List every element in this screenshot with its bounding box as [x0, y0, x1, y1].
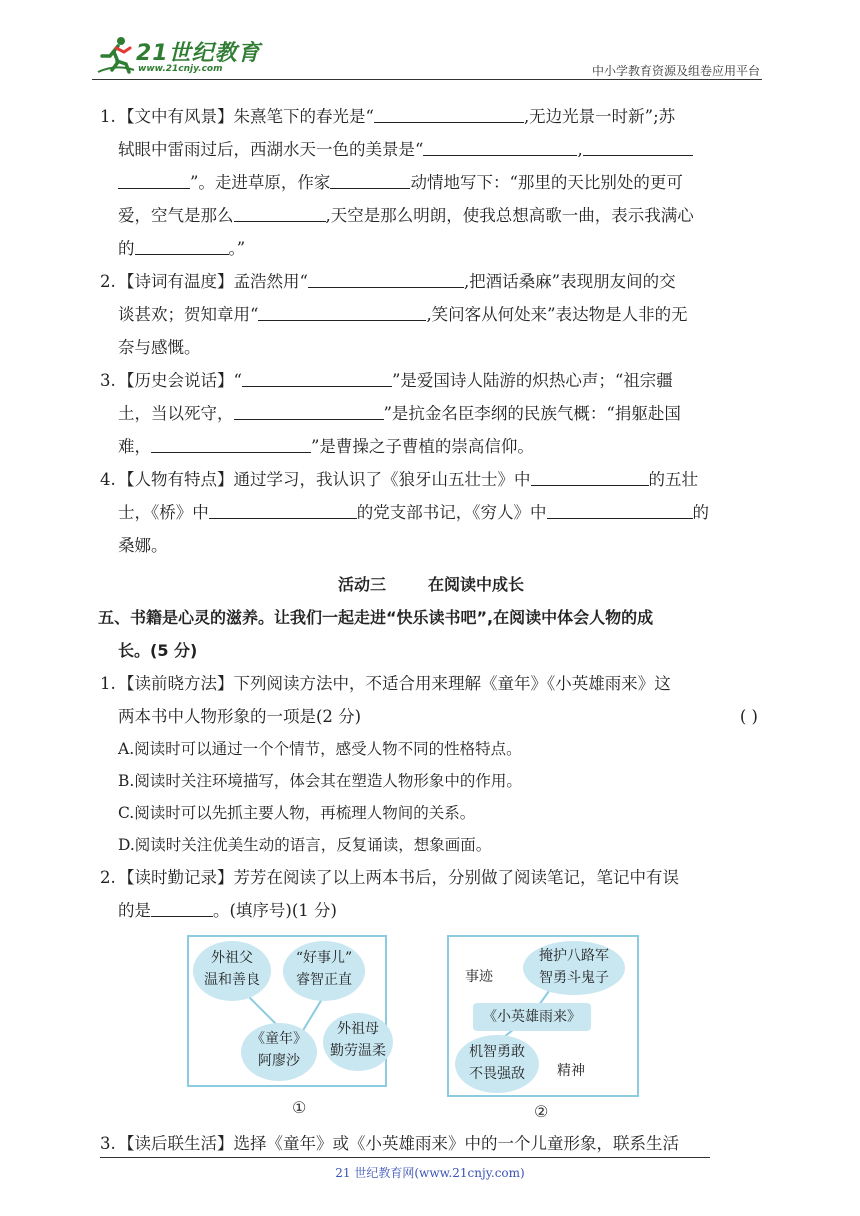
- bubble-text: 勤劳温柔: [330, 1043, 386, 1059]
- mind-map-childhood: [187, 935, 387, 1087]
- answer-blank[interactable]: [209, 498, 357, 519]
- bubble-text: 机智勇敢: [469, 1044, 525, 1060]
- question-number: 1.: [100, 107, 116, 126]
- question-text: 【诗词有温度】孟浩然用“: [118, 272, 308, 291]
- answer-blank[interactable]: [118, 168, 190, 189]
- activity-label: 活动三: [337, 575, 386, 594]
- bubble-childhood-center: [241, 1023, 317, 1081]
- reading-notes-diagrams: [100, 931, 762, 1121]
- question-4-3: [100, 364, 762, 463]
- footer-link[interactable]: 21 世纪教育网(www.21cnjy.com): [335, 1166, 525, 1180]
- question-number: 4.: [100, 470, 116, 489]
- answer-blank[interactable]: [547, 498, 693, 519]
- question-text: ,: [577, 140, 583, 159]
- question-text: 土，当以死守，: [118, 404, 234, 423]
- option-a[interactable]: A.阅读时可以通过一个个情节，感受人物不同的性格特点。: [118, 740, 522, 758]
- platform-name: 中小学教育资源及组卷应用平台: [591, 64, 760, 78]
- header-divider: [92, 79, 762, 80]
- page-header: [92, 30, 762, 80]
- bubble-text: 外祖母: [337, 1021, 379, 1037]
- answer-blank[interactable]: [151, 432, 311, 453]
- spirit-label: 精神: [557, 1063, 585, 1079]
- bubble-text: “好事儿”: [295, 950, 353, 966]
- bubble-grandfather: [193, 941, 271, 1001]
- answer-blank[interactable]: [234, 399, 384, 420]
- question-text: 【文中有风景】朱熹笔下的春光是“: [118, 107, 374, 126]
- answer-blank[interactable]: [151, 896, 213, 917]
- activity-title: [100, 568, 762, 601]
- question-5-2: [100, 861, 762, 927]
- question-5-3: [100, 1127, 762, 1160]
- bubble-text: 温和善良: [204, 972, 260, 988]
- bubble-text: 阿廖沙: [258, 1053, 300, 1069]
- answer-blank[interactable]: [258, 300, 426, 321]
- question-text: ,无边光景一时新”;苏: [523, 107, 676, 126]
- diagram-label-2: ②: [534, 1102, 549, 1121]
- question-text: 【历史会说话】“: [118, 371, 242, 390]
- question-text: 的: [692, 503, 709, 522]
- answer-blank[interactable]: [308, 267, 464, 288]
- question-text: ,把酒话桑麻”表现朋友间的交: [463, 272, 676, 291]
- question-text: 。(填序号)(1 分): [213, 901, 337, 920]
- heading-line: 长。(5 分): [118, 641, 198, 660]
- mind-map-little-hero: [447, 935, 639, 1097]
- question-text: 【人物有特点】通过学习，我认识了《狼牙山五壮士》中: [118, 470, 531, 489]
- answer-blank[interactable]: [583, 135, 693, 156]
- bubble-text: 《童年》: [251, 1031, 307, 1047]
- bubble-good-business: [283, 941, 365, 1001]
- question-text: 的是: [118, 901, 151, 920]
- question-text: ,天空是那么明朗，使我总想高歌一曲，表示我满心: [325, 206, 694, 225]
- question-5-1: [100, 667, 762, 733]
- question-text: 谈甚欢；贺知章用“: [118, 305, 259, 324]
- deeds-label: 事迹: [465, 969, 493, 985]
- question-text: 【读时勤记录】芳芳在阅读了以上两本书后，分别做了阅读笔记，笔记中有误: [118, 868, 679, 887]
- answer-blank[interactable]: [234, 201, 326, 222]
- question-number: 1.: [100, 674, 116, 693]
- option-d[interactable]: D.阅读时关注优美生动的语言，反复诵读，想象画面。: [118, 836, 492, 854]
- question-text: ”是曹操之子曹植的崇高信仰。: [311, 437, 534, 456]
- question-4-1: [100, 100, 762, 265]
- diagram-label-1: ①: [292, 1098, 307, 1117]
- question-number: 2.: [100, 868, 116, 887]
- answer-blank[interactable]: [374, 102, 524, 123]
- bubble-spirit: [455, 1035, 539, 1093]
- site-logo[interactable]: [92, 30, 292, 78]
- footer-divider: [100, 1157, 710, 1158]
- question-text: 。”: [228, 239, 246, 258]
- option-b[interactable]: B.阅读时关注环境描写，体会其在塑造人物形象中的作用。: [118, 772, 522, 790]
- option-c[interactable]: C.阅读时可以先抓主要人物，再梳理人物间的关系。: [118, 804, 476, 822]
- bubble-deeds: [523, 941, 625, 995]
- answer-parentheses[interactable]: ( ): [739, 707, 758, 726]
- answer-blank[interactable]: [242, 366, 392, 387]
- question-text: 【读前晓方法】下列阅读方法中，不适合用来理解《童年》《小英雄雨来》这: [118, 674, 671, 693]
- answer-blank[interactable]: [330, 168, 410, 189]
- question-number: 3.: [100, 371, 116, 390]
- logo-url: www.21cnjy.com: [138, 64, 223, 74]
- part-5-heading: [98, 601, 760, 667]
- question-text: ,笑问客从何处来”表达物是人非的无: [426, 305, 688, 324]
- question-text: 桑娜。: [118, 536, 168, 555]
- question-text: 爱，空气是那么: [118, 206, 234, 225]
- answer-blank[interactable]: [135, 234, 229, 255]
- bubble-text: 智勇斗鬼子: [539, 970, 609, 986]
- question-4-2: [100, 265, 762, 364]
- question-text: 两本书中人物形象的一项是(2 分): [118, 707, 362, 726]
- bubble-grandmother: [323, 1013, 393, 1071]
- question-text: 的党支部书记，《穷人》中: [356, 503, 547, 522]
- question-number: 2.: [100, 272, 116, 291]
- bubble-text: 外祖父: [211, 950, 253, 966]
- question-text: 奈与感慨。: [118, 338, 201, 357]
- question-text: 难，: [118, 437, 151, 456]
- heading-line: 五、书籍是心灵的滋养。让我们一起走进“快乐读书吧”,在阅读中体会人物的成: [98, 608, 654, 627]
- logo-text: 21世纪教育: [136, 41, 261, 66]
- answer-blank[interactable]: [531, 465, 649, 486]
- question-text: 的五壮: [648, 470, 698, 489]
- activity-name: 在阅读中成长: [428, 575, 525, 594]
- question-text: 轼眼中雷雨过后，西湖水天一色的美景是“: [118, 140, 424, 159]
- question-text: 士，《桥》中: [118, 503, 209, 522]
- worksheet-content: [100, 100, 762, 1160]
- bubble-text: 睿智正直: [296, 972, 352, 988]
- question-4-4: [100, 463, 762, 562]
- question-text: 【读后联生活】选择《童年》或《小英雄雨来》中的一个儿童形象，联系生活: [118, 1134, 679, 1153]
- answer-blank[interactable]: [423, 135, 577, 156]
- question-number: 3.: [100, 1134, 116, 1153]
- bubble-text: 不畏强敌: [469, 1066, 525, 1082]
- bubble-text: 掩护八路军: [539, 948, 609, 964]
- center-box-little-hero: 《小英雄雨来》: [473, 1003, 591, 1031]
- question-text: ”是抗金名臣李纲的民族气概：“捐躯赴国: [383, 404, 681, 423]
- question-text: ”是爱国诗人陆游的炽热心声；“祖宗疆: [391, 371, 673, 390]
- question-text: 动情地写下：“那里的天比别处的更可: [410, 173, 683, 192]
- question-text: 的: [118, 239, 135, 258]
- runner-logo-icon: [96, 34, 136, 74]
- question-text: ”。走进草原，作家: [190, 173, 331, 192]
